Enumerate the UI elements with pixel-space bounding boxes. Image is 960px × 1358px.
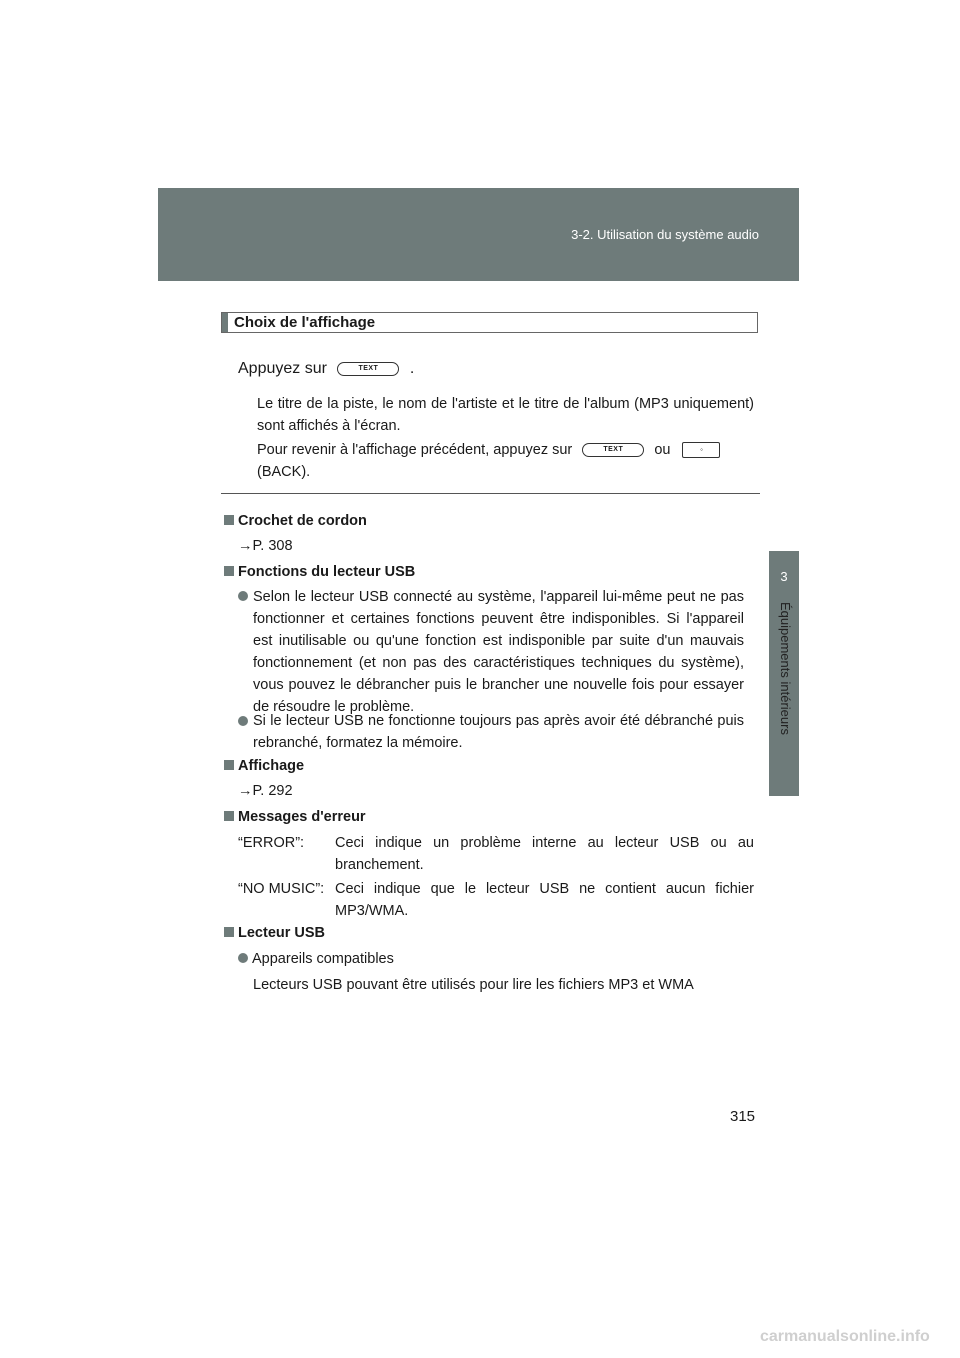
square-bullet-icon — [224, 515, 234, 525]
error-description: Ceci indique que le lecteur USB ne contient aucun fichier MP3/WMA. — [335, 881, 754, 919]
round-bullet-icon — [238, 953, 248, 963]
note-title-cord-hook: Crochet de cordon — [224, 510, 367, 532]
square-bullet-icon — [224, 760, 234, 770]
square-bullet-icon — [224, 811, 234, 821]
usb-reader-text: Lecteurs USB pouvant être utilisés pour lire les fichiers MP3 et WMA — [253, 977, 694, 993]
back-button-icon: ◦ — [682, 442, 720, 458]
note-title-errors: Messages d'erreur — [224, 806, 366, 828]
section-title: Choix de l'affichage — [221, 312, 758, 333]
note-title-usb-functions: Fonctions du lecteur USB — [224, 561, 415, 583]
header-band — [158, 188, 799, 281]
usb-bullet-1: Selon le lecteur USB connecté au système, l'appareil lui-même peut ne pas fonctionner et certaines fonctions peuvent être indisponibles. Si l'appareil est inutilisable ou qu'une fonction est indisponible par suite d'un mauvais fonctionnement (et non pas des caractéristiques techniques du système), vous pouvez le débrancher puis le brancher une nouvelle fois pour essayer de résoudre le problème. — [253, 589, 744, 715]
usb-bullet-2: Si le lecteur USB ne fonctionne toujours pas après avoir été débranché puis rebranché, formatez la mémoire. — [253, 713, 744, 751]
page-reference: →P. 308 — [238, 538, 293, 554]
chapter-number: 3 — [780, 569, 788, 584]
chapter-label: Équipements intérieurs — [778, 602, 793, 735]
error-code: “ERROR”: — [238, 835, 305, 851]
page-number: 315 — [730, 1108, 756, 1125]
watermark: carmanualsonline.info — [760, 1328, 930, 1345]
instruction: Appuyez sur TEXT . — [238, 360, 415, 377]
square-bullet-icon — [224, 927, 234, 937]
note-title-usb-reader: Lecteur USB — [224, 922, 325, 944]
round-bullet-icon — [238, 716, 248, 726]
divider — [221, 493, 760, 494]
para-back: Pour revenir à l'affichage précédent, appuyez sur TEXT ou ◦ (BACK). — [257, 439, 757, 483]
text-button-icon: TEXT — [337, 362, 399, 376]
text-button-icon: TEXT — [582, 443, 644, 457]
section-header: 3-2. Utilisation du système audio — [571, 227, 759, 242]
usb-reader-bullet: Appareils compatibles — [238, 948, 394, 970]
page-reference: →P. 292 — [238, 783, 293, 799]
error-code: “NO MUSIC”: — [238, 881, 325, 897]
note-title-display: Affichage — [224, 755, 304, 777]
para-description: Le titre de la piste, le nom de l'artiste et le titre de l'album (MP3 uniquement) sont affichés à l'écran. — [257, 396, 754, 434]
error-description: Ceci indique un problème interne au lecteur USB ou au branchement. — [335, 835, 754, 873]
round-bullet-icon — [238, 591, 248, 601]
square-bullet-icon — [224, 566, 234, 576]
